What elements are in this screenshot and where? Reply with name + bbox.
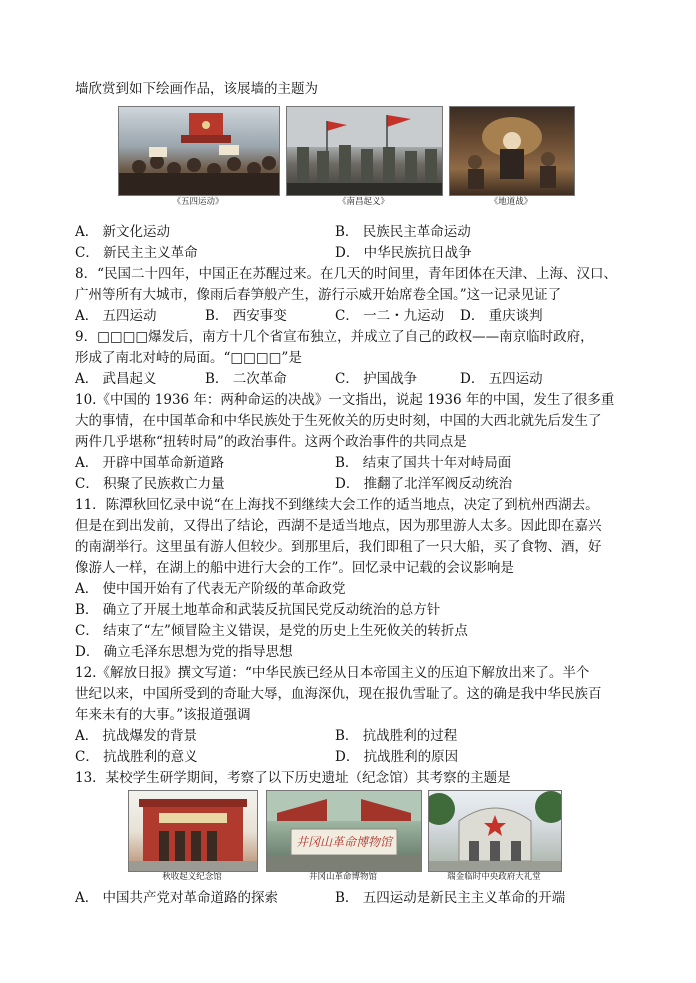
caption-may-fourth: 《五四运动》: [172, 197, 224, 207]
q9-option-b: B． 二次革命: [205, 371, 287, 387]
caption-tunnel-warfare: 《地道战》: [489, 197, 533, 207]
q10-line-1: 10.《中国的 1936 年：两种命运的决战》一文指出，说起 1936 年的中国，发生了很多重: [75, 392, 615, 408]
q7-stem: 墙欣赏到如下绘画作品，该展墙的主题为: [75, 81, 318, 97]
q8-option-b: B． 西安事变: [205, 308, 287, 324]
photo-ruijin-auditorium: [428, 790, 562, 872]
q9-option-a: A． 武昌起义: [75, 371, 157, 387]
q9-line-1: 9．□□□□爆发后，南方十几个省宣布独立，并成立了自己的政权——南京临时政府，: [75, 329, 594, 345]
painting-nanchang-uprising: [286, 106, 443, 196]
q8-line-1: 8．“民国二十四年，中国正在苏醒过来。在几天的时间里，青年团体在天津、上海、汉口、: [75, 266, 617, 282]
q11-line-3: 的南湖举行。这里虽有游人但较少。到那里后，我们即租了一只大船，买了食物、酒，好: [75, 539, 602, 555]
q10-option-c: C． 积聚了民族救亡力量: [75, 476, 225, 492]
q13-stem: 13．某校学生研学期间，考察了以下历史遗址（纪念馆）其考察的主题是: [75, 770, 511, 786]
museum-sign-text: 井冈山革命博物馆: [295, 835, 392, 849]
q12-option-b: B． 抗战胜利的过程: [335, 728, 458, 744]
photo-autumn-harvest-memorial: [128, 790, 258, 872]
q8-option-d: D． 重庆谈判: [460, 308, 543, 324]
caption-jinggangshan: 井冈山革命博物馆: [308, 872, 377, 882]
q11-line-2: 但是在到出发前，又得出了结论，西湖不是适当地点，因为那里游人太多。因此即在嘉兴: [75, 518, 602, 534]
q10-line-2: 大的事情，在中国革命和中华民族处于生死攸关的历史时刻，中国的大西北就先后发生了: [75, 413, 602, 429]
q13-option-b: B． 五四运动是新民主主义革命的开端: [335, 890, 566, 906]
q12-line-1: 12.《解放日报》撰文写道：“中华民族已经从日本帝国主义的压迫下解放出来了。半个: [75, 665, 590, 681]
q12-option-c: C． 抗战胜利的意义: [75, 749, 198, 765]
q11-option-c: C． 结束了“左”倾冒险主义错误，是党的历史上生死攸关的转折点: [75, 623, 468, 639]
photo-jinggangshan-museum: [266, 790, 422, 872]
q7-option-c: C． 新民主主义革命: [75, 245, 198, 261]
painting-may-fourth: [118, 106, 280, 196]
q7-option-d: D． 中华民族抗日战争: [335, 245, 472, 261]
q11-line-1: 11．陈潭秋回忆录中说“在上海找不到继续大会工作的适当地点，决定了到杭州西湖去。: [75, 497, 599, 513]
q9-line-2: 形成了南北对峙的局面。“□□□□”是: [75, 350, 302, 366]
q11-option-b: B． 确立了开展土地革命和武装反抗国民党反动统治的总方针: [75, 602, 441, 618]
q10-option-b: B． 结束了国共十年对峙局面: [335, 455, 512, 471]
q11-option-a: A． 使中国开始有了代表无产阶级的革命政党: [75, 581, 346, 597]
q11-option-d: D． 确立毛泽东思想为党的指导思想: [75, 644, 293, 660]
q12-option-d: D． 抗战胜利的原因: [335, 749, 459, 765]
q10-option-a: A． 开辟中国革命新道路: [75, 455, 225, 471]
caption-autumn-harvest: 秋收起义纪念馆: [162, 872, 222, 882]
q7-option-a: A． 新文化运动: [75, 224, 171, 240]
q12-line-3: 年来未有的大事。”该报道强调: [75, 707, 251, 723]
q12-option-a: A． 抗战爆发的背景: [75, 728, 198, 744]
q8-option-c: C． 一二・九运动: [335, 308, 445, 324]
q8-option-a: A． 五四运动: [75, 308, 157, 324]
q13-option-a: A． 中国共产党对革命道路的探索: [75, 890, 279, 906]
q9-option-c: C． 护国战争: [335, 371, 418, 387]
q9-option-d: D． 五四运动: [460, 371, 543, 387]
caption-nanchang: 《南昌起义》: [337, 197, 389, 207]
q11-line-4: 像游人一样，在湖上的船中进行大会的工作”。回忆录中记载的会议影响是: [75, 560, 514, 576]
q7-option-b: B． 民族民主革命运动: [335, 224, 471, 240]
q10-line-3: 两件几乎堪称“扭转时局”的政治事件。这两个政治事件的共同点是: [75, 434, 467, 450]
caption-ruijin: 瑞金临时中央政府大礼堂: [447, 872, 541, 882]
painting-tunnel-warfare: [449, 106, 575, 196]
q12-line-2: 世纪以来，中国所受到的奇耻大辱，血海深仇，现在报仇雪耻了。这的确是我中华民族百: [75, 686, 602, 702]
q8-line-2: 广州等所有大城市，像雨后春笋般产生，游行示威开始席卷全国。”这一记录见证了: [75, 287, 562, 303]
q10-option-d: D． 推翻了北洋军阀反动统治: [335, 476, 513, 492]
